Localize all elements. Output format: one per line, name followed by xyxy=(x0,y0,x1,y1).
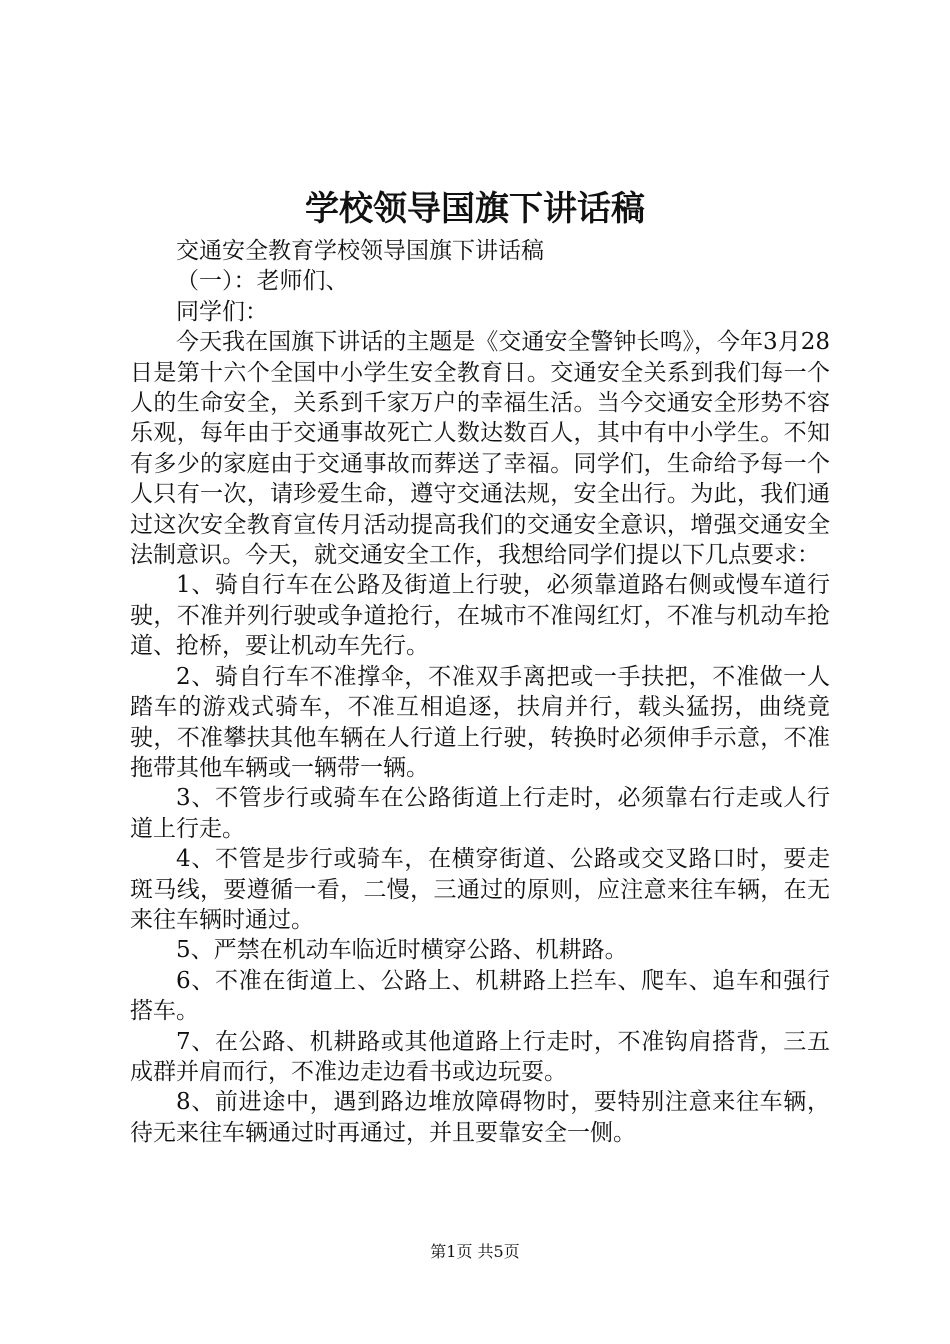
document-body xyxy=(130,236,830,1148)
rule-item-3: 3、不管步行或骑车在公路街道上行走时，必须靠右行走或人行道上行走。 xyxy=(130,785,830,842)
salutation-teachers: （一）：老师们、 xyxy=(176,268,349,295)
rule-item-2: 2、骑自行车不准撑伞，不准双手离把或一手扶把，不准做一人踏车的游戏式骑车，不准互相追逐，扶肩并行，载头猛拐，曲绕竟驶，不准攀扶其他车辆在人行道上行驶，转换时必须伸手示意，不准拖带其他车辆或一辆带一辆。 xyxy=(130,663,830,781)
intro-paragraph: 今天我在国旗下讲话的主题是《交通安全警钟长鸣》，今年3月28日是第十六个全国中小学生安全教育日。交通安全关系到我们每一个人的生命安全，关系到千家万户的幸福生活。当今交通安全形势不容乐观，每年由于交通事故死亡人数达数百人，其中有中小学生。不知有多少的家庭由于交通事故而葬送了幸福。同学们，生命给予每一个人只有一次，请珍爱生命，遵守交通法规，安全出行。为此，我们通过这次安全教育宣传月活动提高我们的交通安全意识，增强交通安全法制意识。今天，就交通安全工作，我想给同学们提以下几点要求： xyxy=(130,329,830,569)
rule-item-8: 8、前进途中，遇到路边堆放障碍物时，要特别注意来往车辆，待无来往车辆通过时再通过，并且要靠安全一侧。 xyxy=(130,1089,830,1146)
document-title: 学校领导国旗下讲话稿 xyxy=(305,189,645,229)
rule-item-6: 6、不准在街道上、公路上、机耕路上拦车、爬车、追车和强行搭车。 xyxy=(130,967,830,1025)
rule-item-7: 7、在公路、机耕路或其他道路上行走时，不准钩肩搭背，三五成群并肩而行，不准边走边看书或边玩耍。 xyxy=(130,1028,830,1085)
rule-item-4: 4、不管是步行或骑车，在横穿街道、公路或交叉路口时，要走斑马线，要遵循一看，二慢，三通过的原则，应注意来往车辆，在无来往车辆时通过。 xyxy=(130,846,830,933)
rule-item-1: 1、骑自行车在公路及街道上行驶，必须靠道路右侧或慢车道行驶，不准并列行驶或争道抢行，在城市不准闯红灯，不准与机动车抢道、抢桥，要让机动车先行。 xyxy=(130,572,830,660)
rule-item-5: 5、严禁在机动车临近时横穿公路、机耕路。 xyxy=(176,937,628,964)
page-footer: 第1页 共5页 xyxy=(430,1242,520,1261)
salutation-students: 同学们： xyxy=(176,298,268,325)
subtitle-paragraph: 交通安全教育学校领导国旗下讲话稿 xyxy=(176,238,544,264)
